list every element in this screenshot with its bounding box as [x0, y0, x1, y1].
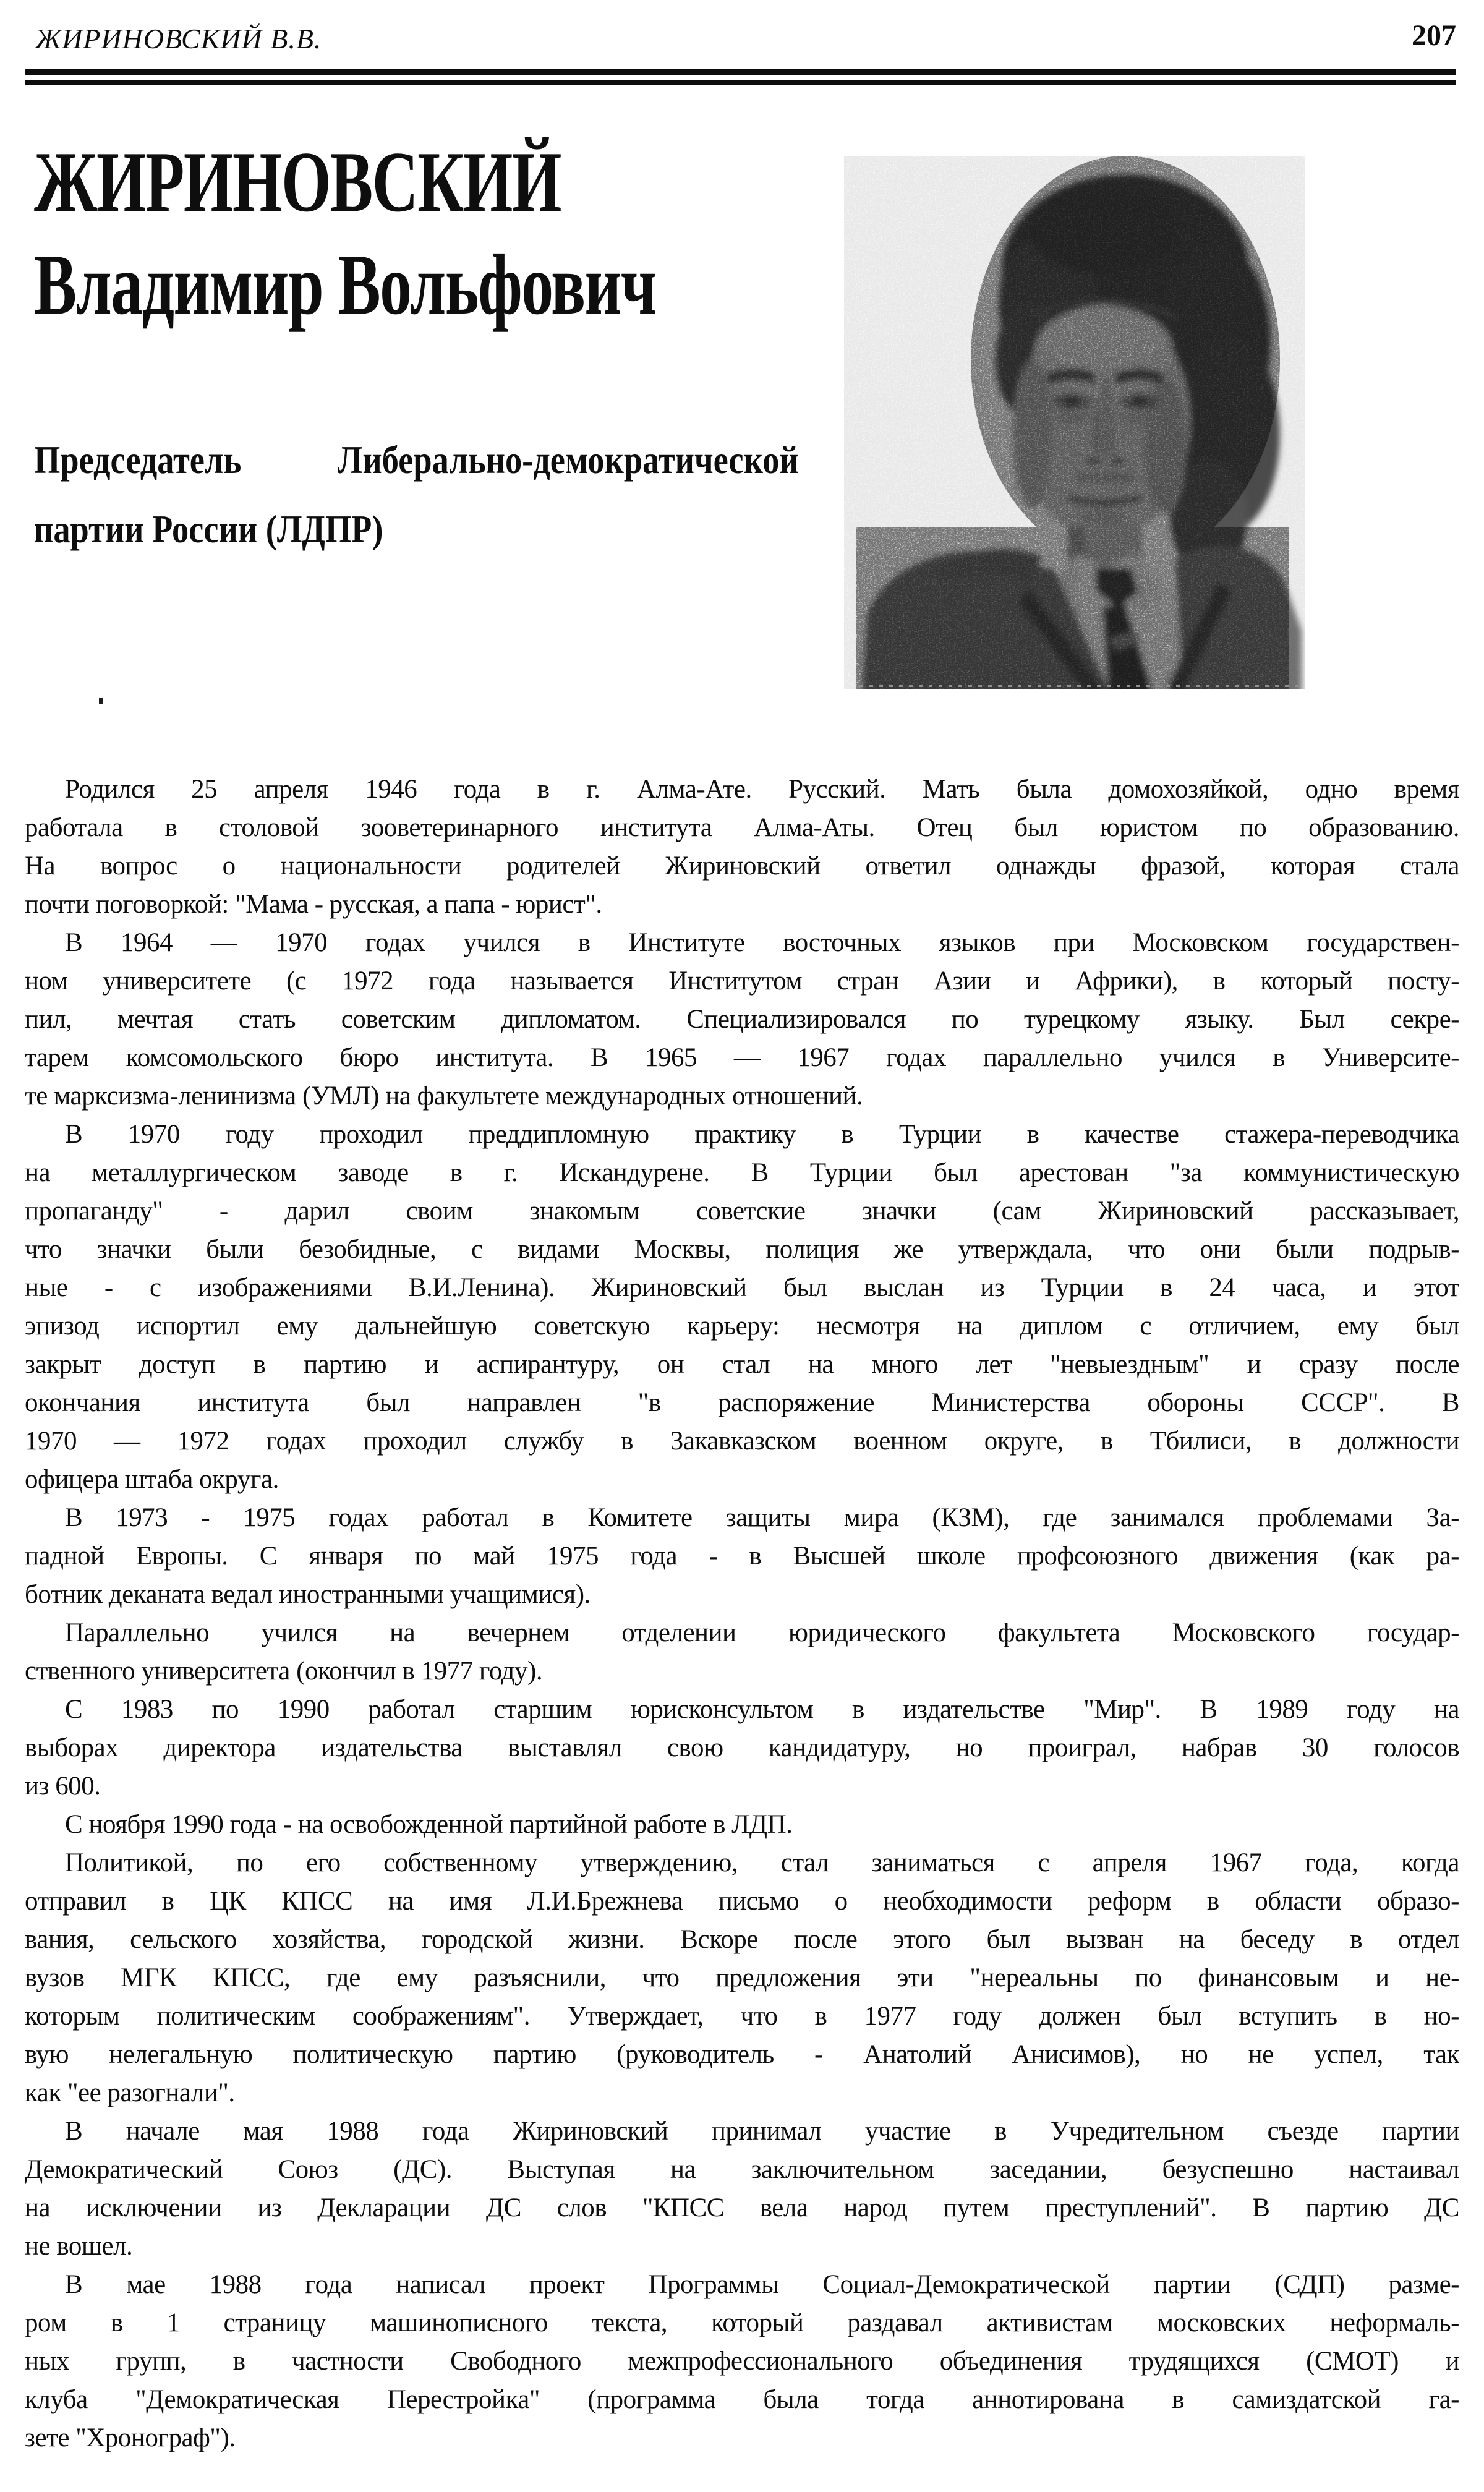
text-line: В начале мая 1988 года Жириновский принимал участие в Учредительном съезде партии [65, 2117, 1459, 2146]
rule-bar-bottom [25, 80, 1456, 85]
text-line: В 1970 году проходил преддипломную практику в Турции в качестве стажера-переводчика [65, 1120, 1459, 1149]
text-line: окончания института был направлен "в распоряжение Министерства обороны СССР". В [25, 1388, 1459, 1417]
text-line: ные - с изображениями В.И.Ленина). Жириновский был выслан из Турции в 24 часа, и этот [25, 1273, 1459, 1302]
text-line: ственного университета (окончил в 1977 году). [25, 1657, 543, 1686]
role-line-1: Председатель Либерально-демократической [34, 438, 799, 482]
text-line: отправил в ЦК КПСС на имя Л.И.Брежнева письмо о необходимости реформ в области образо- [25, 1887, 1459, 1916]
portrait-photo-image [844, 156, 1305, 689]
text-line: 1970 — 1972 годах проходил службу в Закавказском военном округе, в Тбилиси, в должности [25, 1427, 1459, 1456]
text-line: В 1964 — 1970 годах учился в Институте восточных языков при Московском государствен- [65, 928, 1459, 957]
text-line: тарем комсомольского бюро института. В 1965 — 1967 годах параллельно учился в Университе- [25, 1043, 1459, 1072]
text-line: офицера штаба округа. [25, 1465, 279, 1494]
text-line: на исключении из Декларации ДС слов "КПСС вела народ путем преступлений". В партию ДС [25, 2193, 1459, 2222]
text-line: вую нелегальную политическую партию (руководитель - Анатолий Анисимов), но не успел, так [25, 2040, 1459, 2069]
role-line-2: партии России (ЛДПР) [34, 507, 383, 551]
text-line: выборах директора издательства выставлял свою кандидатуру, но проиграл, набрав 30 голосов [25, 1733, 1459, 1762]
text-line: клуба "Демократическая Перестройка" (программа была тогда аннотирована в самиздатской га- [25, 2385, 1459, 2414]
text-line: ботник деканата ведал иностранными учащимися). [25, 1580, 591, 1609]
person-given-names: Владимир Вольфович [34, 237, 656, 333]
rule-bar-top [25, 69, 1456, 75]
person-surname: ЖИРИНОВСКИЙ [34, 134, 561, 230]
text-line: вузов МГК КПСС, где ему разъяснили, что предложения эти "нереальны по финансовым и не- [25, 1963, 1459, 1992]
text-line: те марксизма-ленинизма (УМЛ) на факультете международных отношений. [25, 1082, 863, 1111]
biography-text [25, 770, 1459, 2457]
portrait-photo [844, 156, 1305, 689]
text-line: С 1983 по 1990 работал старшим юрисконсультом в издательстве "Мир". В 1989 году на [65, 1695, 1459, 1724]
text-line: ром в 1 страницу машинописного текста, который раздавал активистам московских неформаль- [25, 2308, 1459, 2337]
text-line: на металлургическом заводе в г. Искандурене. В Турции был арестован "за коммунистическую [25, 1158, 1459, 1187]
text-line: что значки были безобидные, с видами Москвы, полиция же утверждала, что они были подрыв- [25, 1235, 1459, 1264]
page-number: 207 [1412, 19, 1456, 52]
text-line: ных групп, в частности Свободного межпрофессионального объединения трудящихся (СМОТ) и [25, 2347, 1459, 2376]
person-name-heading [34, 131, 874, 336]
scan-artifact-dot [99, 698, 103, 704]
text-line: закрыт доступ в партию и аспирантуру, он стал на много лет "невыездным" и сразу после [25, 1350, 1459, 1379]
text-line: В мае 1988 года написал проект Программы Социал-Демократической партии (СДП) разме- [65, 2270, 1459, 2299]
text-line: С ноября 1990 года - на освобожденной партийной работе в ЛДП. [65, 1810, 793, 1839]
header-rule [25, 69, 1456, 85]
text-line: пропаганду" - дарил своим знакомым советские значки (сам Жириновский рассказывает, [25, 1197, 1459, 1226]
text-line: ном университете (с 1972 года называется Институтом стран Азии и Африки), в который посту- [25, 967, 1459, 996]
text-line: эпизод испортил ему дальнейшую советскую карьеру: несмотря на диплом с отличием, ему был [25, 1312, 1459, 1341]
text-line: пил, мечтая стать советским дипломатом. Специализировался по турецкому языку. Был секре- [25, 1005, 1459, 1034]
text-line: вания, сельского хозяйства, городской жизни. Вскоре после этого был вызван на беседу в отдел [25, 1925, 1459, 1954]
text-line: которым политическим соображениям". Утверждает, что в 1977 году должен был вступить в но- [25, 2002, 1459, 2031]
text-line: На вопрос о национальности родителей Жириновский ответил однажды фразой, которая стала [25, 851, 1459, 881]
text-line: почти поговоркой: "Мама - русская, а папа - юрист". [25, 890, 602, 919]
running-title: ЖИРИНОВСКИЙ В.В. [35, 23, 322, 54]
text-line: работала в столовой зооветеринарного института Алма-Аты. Отец был юристом по образованию. [25, 813, 1459, 842]
text-line: из 600. [25, 1772, 101, 1801]
text-line: В 1973 - 1975 годах работал в Комитете защиты мира (КЗМ), где занимался проблемами За- [65, 1503, 1459, 1532]
text-line: зете "Хронограф"). [25, 2423, 236, 2452]
person-role-heading [34, 425, 799, 564]
text-line: падной Европы. С января по май 1975 года - в Высшей школе профсоюзного движения (как ра- [25, 1542, 1459, 1571]
text-line: Родился 25 апреля 1946 года в г. Алма-Ате. Русский. Мать была домохозяйкой, одно время [65, 775, 1459, 804]
text-line: как "ее разогнали". [25, 2078, 235, 2107]
text-line: Политикой, по его собственному утверждению, стал заниматься с апреля 1967 года, когда [65, 1848, 1459, 1877]
text-line: Демократический Союз (ДС). Выступая на заключительном заседании, безуспешно настаивал [25, 2155, 1459, 2184]
text-line: Параллельно учился на вечернем отделении юридического факультета Московского государ- [65, 1618, 1459, 1647]
text-line: не вошел. [25, 2232, 133, 2261]
